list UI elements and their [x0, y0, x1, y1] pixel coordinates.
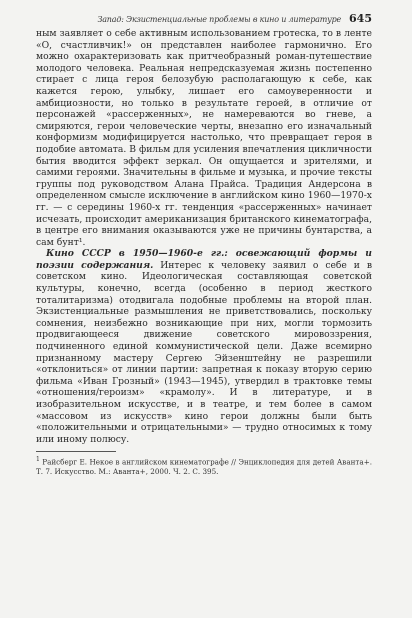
running-head-title: Запад: Экзистенциальные проблемы в кино и литературе	[97, 15, 342, 24]
section-lead: Кино СССР в 1950—1960-е гг.: освежающий формы и поэзии содержания.	[36, 248, 372, 271]
footnote-divider	[36, 451, 116, 452]
footnote-marker: 1	[36, 456, 40, 464]
body-text	[36, 28, 372, 445]
running-head	[36, 12, 372, 25]
section-paragraph	[36, 248, 372, 445]
footnote-text: Райсберг Е. Некое в английском кинематографе // Энциклопедия для детей Аванта+. Т. 7. Искусство. М.: Аванта+, 2000. Ч. 2. С. 395.	[36, 457, 372, 476]
section-text: Интерес к человеку заявил о себе и в советском кино. Идеологическая составляющая советской культуры, конечно, всегда (особенно в период жесткого тоталитаризма) отодвигала подобные проблемы на второй план. Экзистенциальные размышления не приветствовались, поскольку сомнения, неизбежно возникающие при них, могли тормозить продвигающееся движение советского мировоззрения, подчиненного единой коммунистической цели. Даже всемирно признанному мастеру Сергею Эйзенштейну не разрешили «отклониться» от линии партии: запретная к показу вторую серию фильма «Иван Грозный» (1943—1945), утвердил в трактовке темы «отношения/героизм» «крамолу». И в литературе, и в изобразительном искусстве, и в театре, и тем более в самом «массовом из искусств» кино герои должны были быть «положительными и отрицательными» — трудно относимых к тому или иному полюсу.	[36, 259, 372, 445]
paragraph: ным заявляет о себе активным использованием гротеска, то в ленте «О, счастливчик!» он представлен наиболее гармонично. Его можно охарактеризовать как притчеобразный роман-путешествие молодого человека. Реальная непредсказуемая жизнь постепенно стирает с лица героя белозубую располагающую к себе, как кажется герою, улыбку, лишает его самоуверенности и амбициозности, но только в результате героей, в отличие от персонажей «рассерженных», не намереваются во гневе, а смиряются, герои человеческие черты, внезапно его изначальный конформизм модифицируется настолько, что превращает героя в подобие автомата. В фильм для усиления впечатления цикличности бытия вводится эффект зеркал. Он ощущается и зрителями, и самими героями. Значительны в фильме и музыка, и прочие тексты группы под руководством Алана Прайса. Традиция Андерсона в определенном смысле исключение в английском кино 1960—1970-х гг. — с середины 1960-х гг. тенденция «рассерженных» начинает исчезать, происходит американизация британского кинематографа, в центре его внимания оказываются уже не причины бунтарства, а сам бунт¹.	[36, 28, 372, 248]
footnote	[36, 455, 372, 475]
page-number: 645	[349, 12, 372, 25]
